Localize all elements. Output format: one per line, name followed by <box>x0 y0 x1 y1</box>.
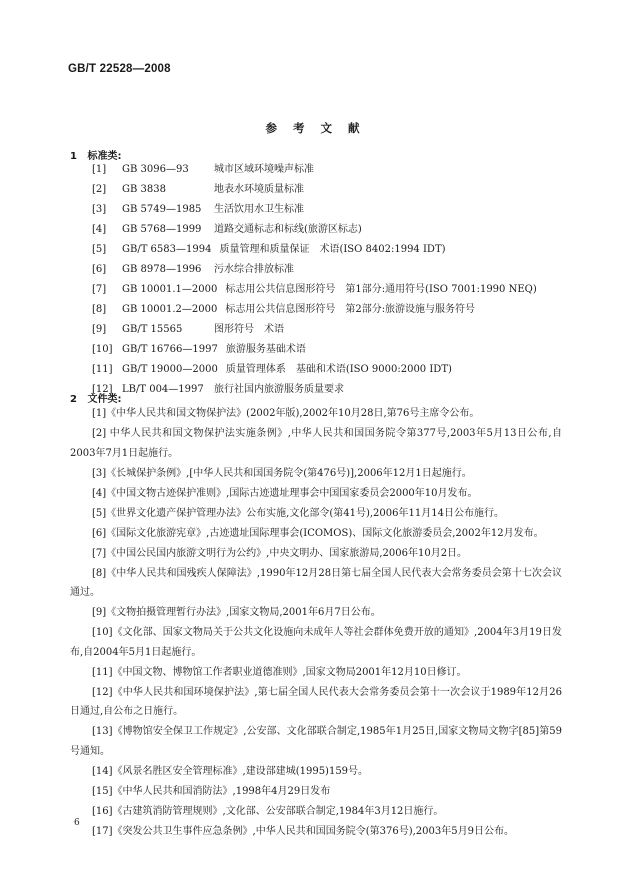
standard-name: 图形符号 术语 <box>214 324 284 335</box>
standard-code: GB/T 16766—1997 <box>122 344 218 355</box>
standard-code: LB/T 004—1997 <box>122 384 204 395</box>
standard-name: 标志用公共信息图形符号 第2部分:旅游设施与服务符号 <box>225 304 476 315</box>
document-item: [1]《中华人民共和国文物保护法》(2002年版),2002年10月28日,第76号主席令公布。 <box>92 408 480 419</box>
page-number: 6 <box>74 818 80 828</box>
standard-index: [1] <box>92 164 107 175</box>
document-item: [11]《中国文物、博物馆工作者职业道德准则》,国家文物局2001年12月10日修订。 <box>92 666 467 678</box>
documents-list <box>70 404 562 842</box>
standard-item <box>92 260 572 280</box>
standard-item <box>92 240 572 260</box>
standard-index: [7] <box>92 284 107 295</box>
standard-code: GB 8978—1996 <box>122 264 202 275</box>
standard-name: 旅游服务基础术语 <box>225 344 306 355</box>
standard-item <box>92 340 572 360</box>
standard-index: [2] <box>92 184 107 195</box>
section-2-number: 2 <box>70 394 77 405</box>
standard-item <box>92 320 572 340</box>
section-1-number: 1 <box>70 151 77 162</box>
standard-item <box>92 220 572 240</box>
standard-code: GB 3096—93 <box>122 164 189 175</box>
document-item: [5]《世界文化遗产保护管理办法》公布实施,文化部令(第41号),2006年11月14日公布施行。 <box>92 507 504 519</box>
standard-item <box>92 380 572 400</box>
standard-name: 道路交通标志和标线(旅游区标志) <box>214 224 362 235</box>
section-2-title: 文件类: <box>87 394 122 405</box>
standard-code: GB 5749—1985 <box>122 204 202 215</box>
references-title: 参 考 文 献 <box>265 121 366 135</box>
standard-name: 城市区域环境噪声标准 <box>214 164 314 175</box>
document-item: [16]《古建筑消防管理规则》,文化部、公安部联合制定,1984年3月12日施行。 <box>92 805 444 817</box>
standard-index: [12] <box>92 384 113 395</box>
standard-item <box>92 160 572 180</box>
standard-index: [4] <box>92 224 107 235</box>
document-item: [9]《文物拍摄管理暂行办法》,国家文物局,2001年6月7日公布。 <box>92 607 381 618</box>
standard-name: 旅行社国内旅游服务质量要求 <box>214 384 344 395</box>
standard-code: GB/T 19000—2000 <box>122 364 218 375</box>
standard-index: [6] <box>92 264 107 275</box>
standard-index: [5] <box>92 244 107 255</box>
standard-index: [3] <box>92 204 107 215</box>
standard-code: GB 10001.2—2000 <box>122 304 218 315</box>
standard-code: GB 3838 <box>122 184 166 195</box>
section-1-title: 标准类: <box>87 151 122 162</box>
document-item: [6]《国际文化旅游宪章》,古迹遗址国际理事会(ICOMOS)、国际文化旅游委员会,2002年12月发布。 <box>92 527 544 539</box>
standard-code: GB/T 15565 <box>122 324 183 335</box>
standard-index: [10] <box>92 344 113 355</box>
standard-name: 质量管理体系 基础和术语(ISO 9000:2000 IDT) <box>225 364 452 375</box>
standard-item <box>92 180 572 200</box>
standard-name: 污水综合排放标准 <box>214 264 294 275</box>
standard-item <box>92 200 572 220</box>
document-item: [12]《中华人民共和国环境保护法》,第七届全国人民代表大会常务委员会第十一次会议于1989年12月26日通过,自公布之日施行。 <box>70 686 562 717</box>
document-item: [14]《风景名胜区安全管理标准》,建设部建城(1995)159号。 <box>92 765 369 777</box>
standard-index: [11] <box>92 364 113 375</box>
standard-code: GB/T 6583—1994 <box>122 244 212 255</box>
standard-code: GB 5768—1999 <box>122 224 202 235</box>
standard-id: GB/T 22528—2008 <box>68 63 171 75</box>
document-item: [13]《博物馆安全保卫工作规定》,公安部、文化部联合制定,1985年1月25日,国家文物局文物字[85]第59号通知。 <box>70 726 562 757</box>
section-2-heading <box>70 390 121 405</box>
document-item: [4]《中国文物古迹保护准则》,国际古迹遗址理事会中国国家委员会2000年10月发布。 <box>92 487 478 499</box>
document-item: [3]《长城保护条例》,[中华人民共和国国务院令(第476号)],2006年12月1日起施行。 <box>92 467 472 479</box>
standard-item <box>92 300 572 320</box>
document-item: [7]《中国公民国内旅游文明行为公约》,中央文明办、国家旅游局,2006年10月2日。 <box>92 547 468 559</box>
standard-index: [8] <box>92 304 107 315</box>
document-item: [15]《中华人民共和国消防法》,1998年4月29日发布 <box>92 785 331 797</box>
standard-item <box>92 280 572 300</box>
document-item: [10]《文化部、国家文物局关于公共文化设施向未成年人等社会群体免费开放的通知》,2004年3月19日发布,自2004年5月1日起施行。 <box>70 627 562 658</box>
document-item: [17]《突发公共卫生事件应急条例》,中华人民共和国国务院令(第376号),2003年5月9日公布。 <box>92 825 514 837</box>
standard-item <box>92 360 572 380</box>
standard-code: GB 10001.1—2000 <box>122 284 218 295</box>
standard-index: [9] <box>92 324 107 335</box>
standard-name: 生活饮用水卫生标准 <box>214 204 304 215</box>
document-item: [2] 中华人民共和国文物保护法实施条例》,中华人民共和国国务院令第377号,2003年5月13日公布,自2003年7月1日起施行。 <box>70 428 562 459</box>
standards-list <box>92 160 572 400</box>
standard-name: 质量管理和质量保证 术语(ISO 8402:1994 IDT) <box>219 244 446 255</box>
standard-name: 地表水环境质量标准 <box>214 184 304 195</box>
standard-name: 标志用公共信息图形符号 第1部分:通用符号(ISO 7001:1990 NEQ) <box>225 284 537 295</box>
document-item: [8]《中华人民共和国残疾人保障法》,1990年12月28日第七届全国人民代表大会常务委员会第十七次会议通过。 <box>70 567 562 598</box>
